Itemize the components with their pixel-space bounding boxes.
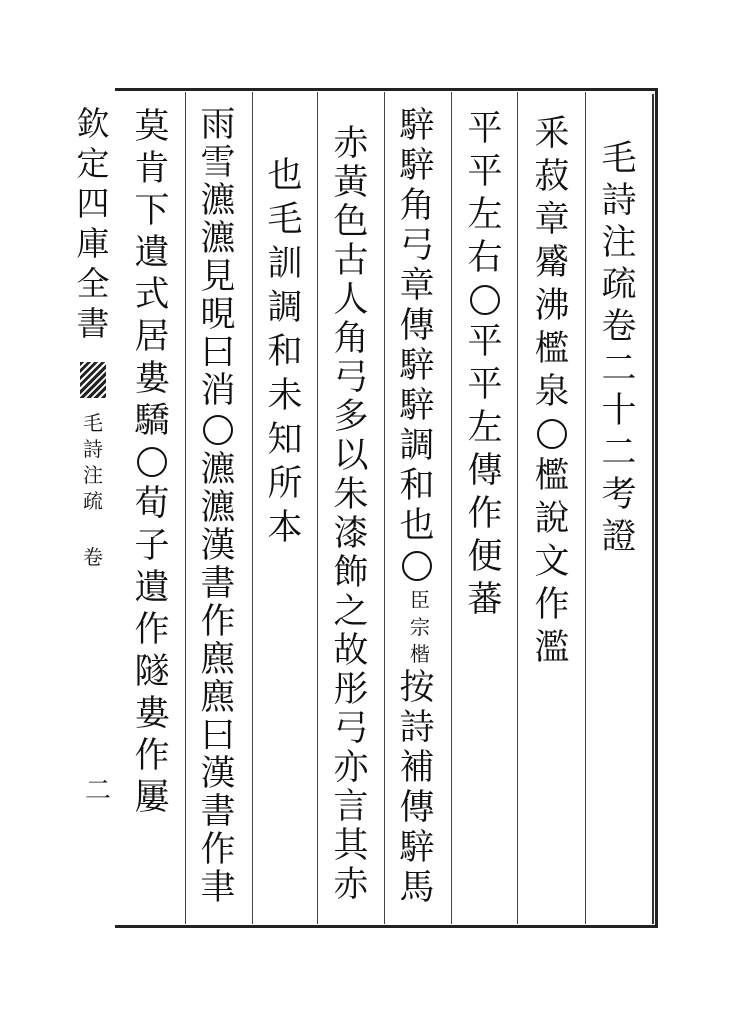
text-char: 故 bbox=[333, 631, 369, 671]
text-char: 飾 bbox=[333, 553, 369, 593]
text-char: 濫 bbox=[534, 628, 570, 668]
text-char: 詩 bbox=[399, 708, 435, 748]
margin-title-char: 全 bbox=[76, 264, 110, 303]
text-char: 二 bbox=[601, 433, 637, 473]
text-column-1 bbox=[597, 138, 641, 558]
text-column-8 bbox=[130, 106, 174, 819]
margin-column bbox=[70, 104, 116, 570]
text-char: 瀌 bbox=[200, 450, 236, 490]
text-char: 卷 bbox=[601, 307, 637, 347]
text-char: 荀 bbox=[134, 484, 170, 524]
text-char: 亦 bbox=[333, 748, 369, 788]
text-char: 十 bbox=[601, 391, 637, 431]
text-char: 證 bbox=[601, 517, 637, 557]
circle-separator-icon bbox=[537, 419, 567, 449]
column-rule bbox=[317, 92, 318, 924]
text-char: 毛 bbox=[601, 139, 637, 179]
text-char: 書 bbox=[200, 564, 236, 604]
text-char: 補 bbox=[399, 748, 435, 788]
text-char: 漆 bbox=[333, 514, 369, 554]
margin-volume: 卷 bbox=[83, 545, 103, 569]
text-char: 平 bbox=[467, 365, 503, 405]
text-char: 屢 bbox=[134, 778, 170, 818]
text-char: 之 bbox=[333, 592, 369, 632]
text-char: 以 bbox=[333, 436, 369, 476]
text-char: 漢 bbox=[200, 754, 236, 794]
text-char: 麃 bbox=[200, 678, 236, 718]
text-char: 赤 bbox=[333, 124, 369, 164]
text-char: 曰 bbox=[200, 716, 236, 756]
text-char: 平 bbox=[467, 152, 503, 192]
text-char: 二 bbox=[601, 349, 637, 389]
text-char: 臣 bbox=[410, 588, 430, 612]
text-char: 驕 bbox=[134, 401, 170, 441]
text-char: 遺 bbox=[134, 233, 170, 273]
text-char: 和 bbox=[267, 332, 303, 372]
margin-sub-char: 注 bbox=[83, 463, 103, 487]
text-char: 詩 bbox=[601, 181, 637, 221]
text-column-3 bbox=[463, 108, 507, 622]
text-char: 消 bbox=[200, 371, 236, 411]
text-column-4 bbox=[395, 106, 439, 908]
text-char: 文 bbox=[534, 542, 570, 582]
text-char: 其 bbox=[333, 826, 369, 866]
column-rule bbox=[517, 92, 518, 924]
text-char: 觱 bbox=[534, 243, 570, 283]
column-rule bbox=[252, 92, 253, 924]
text-char: 左 bbox=[467, 408, 503, 448]
text-char: 疏 bbox=[601, 265, 637, 305]
text-char: 調 bbox=[267, 288, 303, 328]
annotator-note bbox=[410, 587, 430, 668]
text-char: 騂 bbox=[399, 106, 435, 146]
text-char: 肯 bbox=[134, 149, 170, 189]
text-char: 右 bbox=[467, 238, 503, 278]
text-char: 本 bbox=[267, 508, 303, 548]
text-char: 蕃 bbox=[467, 580, 503, 620]
text-char: 書 bbox=[200, 792, 236, 832]
text-char: 訓 bbox=[267, 244, 303, 284]
text-char: 曰 bbox=[200, 333, 236, 373]
text-char: 作 bbox=[134, 736, 170, 776]
page-number: 二 bbox=[85, 776, 112, 806]
text-char: 沸 bbox=[534, 286, 570, 326]
text-char: 瀌 bbox=[200, 181, 236, 221]
text-char: 彤 bbox=[333, 670, 369, 710]
text-char: 知 bbox=[267, 420, 303, 460]
text-char: 多 bbox=[333, 397, 369, 437]
text-char: 也 bbox=[267, 156, 303, 196]
frame-inner-rule bbox=[652, 94, 654, 924]
text-char: 菽 bbox=[534, 157, 570, 197]
text-char: 漢 bbox=[200, 526, 236, 566]
text-char: 騂 bbox=[399, 828, 435, 868]
margin-sub-char: 疏 bbox=[83, 489, 103, 513]
text-column-5 bbox=[329, 125, 373, 905]
text-char: 毛 bbox=[267, 200, 303, 240]
text-char: 見 bbox=[200, 257, 236, 297]
text-char: 作 bbox=[134, 610, 170, 650]
text-char: 莫 bbox=[134, 107, 170, 147]
text-char: 作 bbox=[467, 494, 503, 534]
margin-title-char: 定 bbox=[76, 144, 110, 183]
margin-title bbox=[77, 104, 110, 344]
text-column-7 bbox=[196, 106, 240, 907]
text-char: 雨 bbox=[200, 105, 236, 145]
text-column-6 bbox=[263, 154, 307, 550]
text-char: 下 bbox=[134, 191, 170, 231]
text-char: 便 bbox=[467, 537, 503, 577]
text-char: 瀌 bbox=[200, 219, 236, 259]
text-char: 傳 bbox=[467, 451, 503, 491]
text-char: 弓 bbox=[399, 226, 435, 266]
text-char: 章 bbox=[534, 200, 570, 240]
margin-title-char: 四 bbox=[76, 184, 110, 223]
text-char: 左 bbox=[467, 195, 503, 235]
text-char: 赤 bbox=[333, 865, 369, 905]
text-char: 朱 bbox=[333, 475, 369, 515]
margin-sub-char: 詩 bbox=[83, 437, 103, 461]
text-char: 騂 bbox=[399, 386, 435, 426]
text-char: 騂 bbox=[399, 146, 435, 186]
text-char: 傳 bbox=[399, 788, 435, 828]
text-char: 聿 bbox=[200, 868, 236, 908]
text-char: 也 bbox=[399, 506, 435, 546]
margin-title-char: 欽 bbox=[76, 104, 110, 143]
column-rule bbox=[185, 92, 186, 924]
text-char: 楷 bbox=[410, 642, 430, 666]
circle-separator-icon bbox=[402, 551, 432, 581]
margin-title-char: 書 bbox=[76, 304, 110, 343]
text-char: 檻 bbox=[534, 329, 570, 369]
text-char: 弓 bbox=[333, 709, 369, 749]
text-char: 婁 bbox=[134, 694, 170, 734]
text-char: 平 bbox=[467, 322, 503, 362]
text-char: 未 bbox=[267, 376, 303, 416]
text-char: 瀌 bbox=[200, 488, 236, 528]
text-char: 泉 bbox=[534, 372, 570, 412]
text-char: 騂 bbox=[399, 346, 435, 386]
text-char: 和 bbox=[399, 466, 435, 506]
circle-separator-icon bbox=[137, 447, 167, 477]
text-column-2 bbox=[530, 113, 574, 670]
text-char: 作 bbox=[200, 602, 236, 642]
text-char: 隧 bbox=[134, 652, 170, 692]
text-char: 章 bbox=[399, 266, 435, 306]
text-char: 注 bbox=[601, 223, 637, 263]
text-char: 檻 bbox=[534, 456, 570, 496]
margin-black-block bbox=[80, 362, 106, 398]
text-char: 所 bbox=[267, 464, 303, 504]
text-char: 式 bbox=[134, 275, 170, 315]
text-char: 黃 bbox=[333, 163, 369, 203]
text-char: 作 bbox=[534, 585, 570, 625]
margin-sub-char: 毛 bbox=[83, 411, 103, 435]
text-char: 弓 bbox=[333, 358, 369, 398]
text-char: 考 bbox=[601, 475, 637, 515]
text-char: 古 bbox=[333, 241, 369, 281]
text-char: 角 bbox=[399, 186, 435, 226]
circle-separator-icon bbox=[470, 285, 500, 315]
column-rule bbox=[384, 92, 385, 924]
text-char: 晛 bbox=[200, 295, 236, 335]
text-char: 言 bbox=[333, 787, 369, 827]
text-char: 按 bbox=[399, 668, 435, 708]
text-char: 婁 bbox=[134, 359, 170, 399]
text-char: 說 bbox=[534, 499, 570, 539]
text-char: 麃 bbox=[200, 640, 236, 680]
text-char: 傳 bbox=[399, 306, 435, 346]
text-char: 調 bbox=[399, 426, 435, 466]
margin-subtitle bbox=[83, 410, 103, 514]
text-char: 遺 bbox=[134, 568, 170, 608]
margin-title-char: 庫 bbox=[76, 224, 110, 263]
text-char: 子 bbox=[134, 526, 170, 566]
text-char: 雪 bbox=[200, 143, 236, 183]
text-char: 角 bbox=[333, 319, 369, 359]
text-char: 人 bbox=[333, 280, 369, 320]
text-char: 馬 bbox=[399, 868, 435, 908]
column-rule bbox=[585, 92, 586, 924]
text-char: 宗 bbox=[410, 615, 430, 639]
circle-separator-icon bbox=[203, 415, 233, 445]
text-char: 平 bbox=[467, 109, 503, 149]
text-char: 色 bbox=[333, 202, 369, 242]
column-rule bbox=[451, 92, 452, 924]
text-char: 居 bbox=[134, 317, 170, 357]
text-char: 作 bbox=[200, 830, 236, 870]
text-char: 釆 bbox=[534, 114, 570, 154]
